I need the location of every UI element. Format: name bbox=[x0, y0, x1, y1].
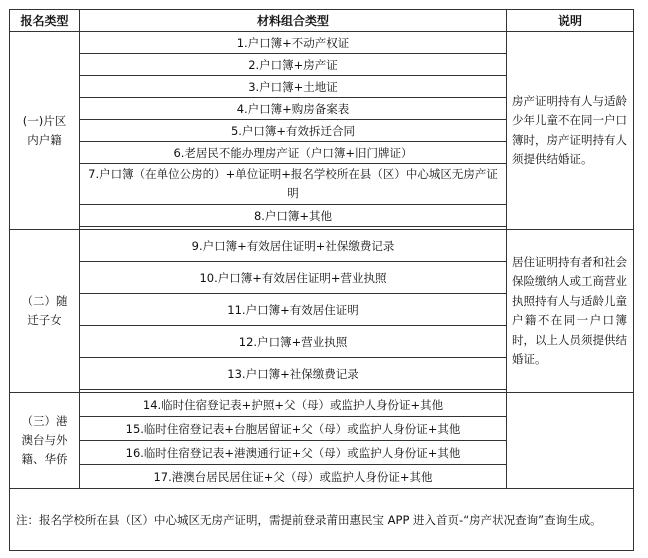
material-item: 4.户口簿+购房备案表 bbox=[80, 98, 507, 120]
category-line: 迁子女 bbox=[27, 313, 62, 327]
material-item: 16.临时住宿登记表+港澳通行证+父（母）或监护人身份证+其他 bbox=[80, 441, 507, 465]
category-line: 籍、华侨 bbox=[21, 452, 68, 466]
category-line: （二）随 bbox=[21, 294, 68, 308]
header-category: 报名类型 bbox=[10, 10, 80, 32]
table-row bbox=[10, 230, 634, 262]
material-item: 7.户口簿（在单位公房的）+单位证明+报名学校所在县（区）中心城区无房产证明 bbox=[80, 164, 507, 205]
header-materials: 材料组合类型 bbox=[80, 10, 507, 32]
note-local-residents: 房产证明持有人与适龄少年儿童不在同一户口簿时，房产证明持有人须提供结婚证。 bbox=[507, 32, 634, 230]
category-line: 内户籍 bbox=[27, 132, 62, 147]
material-item: 13.户口簿+社保缴费记录 bbox=[80, 358, 507, 390]
category-line: (一)片区 bbox=[22, 113, 67, 128]
material-item: 3.户口簿+土地证 bbox=[80, 76, 507, 98]
material-item: 2.户口簿+房产证 bbox=[80, 54, 507, 76]
material-item: 14.临时住宿登记表+护照+父（母）或监护人身份证+其他 bbox=[80, 393, 507, 417]
material-item: 12.户口簿+营业执照 bbox=[80, 326, 507, 358]
category-hk-macao-taiwan-foreign bbox=[10, 393, 80, 489]
note-migrant-children: 居住证明持有者和社会保险缴纳人或工商营业执照持有人与适龄儿童户籍不在同一户口簿时，以上人员须提供结婚证。 bbox=[507, 230, 634, 393]
header-row bbox=[10, 10, 634, 32]
material-item: 17.港澳台居民居住证+父（母）或监护人身份证+其他 bbox=[80, 465, 507, 489]
category-line: 澳台与外 bbox=[21, 433, 68, 447]
material-item: 9.户口簿+有效居住证明+社保缴费记录 bbox=[80, 230, 507, 262]
category-line: （三）港 bbox=[21, 414, 68, 428]
material-item: 6.老居民不能办理房产证（户口簿+旧门牌证） bbox=[80, 142, 507, 164]
table-row bbox=[10, 32, 634, 54]
footer-note: 注：报名学校所在县（区）中心城区无房产证明，需提前登录莆田惠民宝 APP 进入首页-“房产状况查询”查询生成。 bbox=[10, 489, 634, 551]
material-item: 8.户口簿+其他 bbox=[80, 205, 507, 227]
enrollment-materials-table bbox=[9, 9, 634, 551]
category-local-residents bbox=[10, 32, 80, 230]
material-item: 11.户口簿+有效居住证明 bbox=[80, 294, 507, 326]
material-item: 1.户口簿+不动产权证 bbox=[80, 32, 507, 54]
category-migrant-children bbox=[10, 230, 80, 393]
material-item: 10.户口簿+有效居住证明+营业执照 bbox=[80, 262, 507, 294]
note-empty bbox=[507, 393, 634, 489]
footer-row bbox=[10, 489, 634, 551]
material-item: 5.户口簿+有效拆迁合同 bbox=[80, 120, 507, 142]
material-item: 15.临时住宿登记表+台胞居留证+父（母）或监护人身份证+其他 bbox=[80, 417, 507, 441]
table-row bbox=[10, 393, 634, 417]
header-note: 说明 bbox=[507, 10, 634, 32]
